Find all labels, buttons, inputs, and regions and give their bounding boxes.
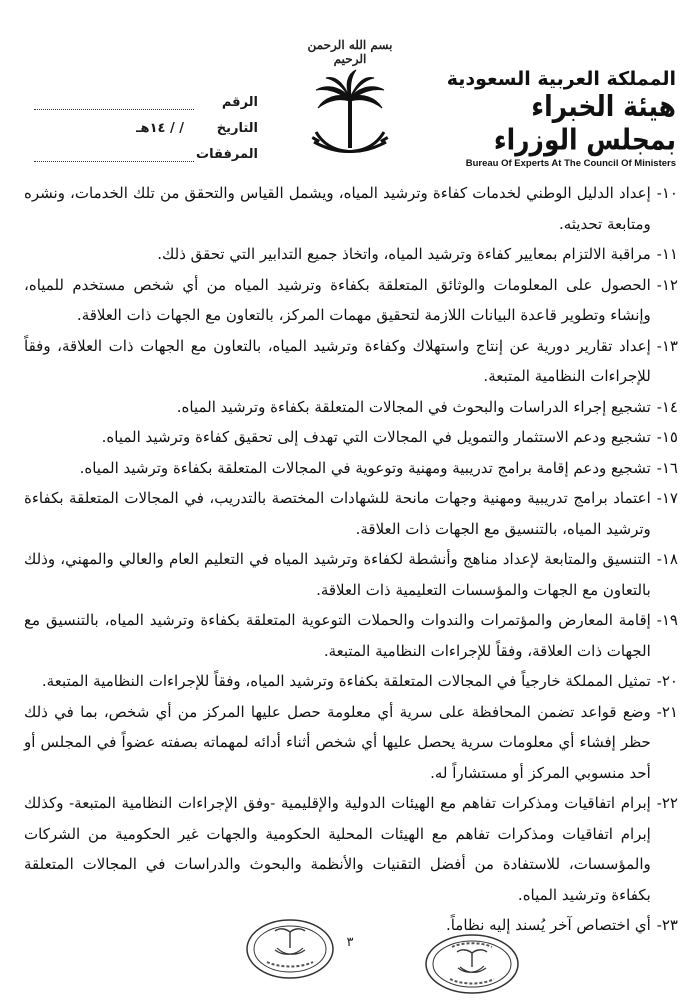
list-item xyxy=(24,697,678,789)
reference-date-label: التاريخ xyxy=(216,121,258,136)
item-text: التنسيق والمتابعة لإعداد مناهج وأنشطة لكفاءة وترشيد المياه في التعليم العام والعالي والمهني، وذلك بالتعاون مع الجهات والمؤسسات التعليمية ذات العلاقة. xyxy=(24,550,651,599)
item-text: تشجيع ودعم إقامة برامج تدريبية ومهنية وتوعوية في المجالات المتعلقة بكفاءة وترشيد المياه. xyxy=(79,458,651,477)
reference-number-row xyxy=(28,84,258,110)
basmala: بسم الله الرحمن الرحيم xyxy=(307,38,393,66)
bureau-name-english: Bureau Of Experts At The Council Of Ministers xyxy=(465,158,676,169)
item-number: ١٨- xyxy=(656,550,678,568)
item-number: ٢٢- xyxy=(656,794,678,812)
list-item xyxy=(24,666,678,697)
item-number: ١١- xyxy=(656,245,678,263)
official-seal-icon xyxy=(424,933,520,995)
item-text: تشجيع إجراء الدراسات والبحوث في المجالات المتعلقة بكفاءة وترشيد المياه. xyxy=(176,397,651,416)
item-text: إعداد الدليل الوطني لخدمات كفاءة وترشيد المياه، ويشمل القياس والتحقق من تلك الخدمات، ونشره ومتابعة تحديثه. xyxy=(24,184,651,233)
item-number: ١٩- xyxy=(656,611,678,629)
reference-date-value: / / ١٤هـ xyxy=(136,121,184,136)
item-number: ١٤- xyxy=(656,397,678,416)
list-item xyxy=(24,605,678,666)
emblem xyxy=(300,38,400,168)
letterhead xyxy=(446,68,676,169)
list-item xyxy=(24,392,678,423)
list-item xyxy=(24,422,678,453)
item-number: ١٧- xyxy=(656,489,678,507)
item-text: وضع قواعد تضمن المحافظة على سرية أي معلومة حصل عليها المركز من أي شخص، بما في ذلك حظر إفشاء أي معلومات سرية يحصل عليها أي شخص أثناء أدائه لمهماته بصفته عضواً في المجلس أو أحد منسوبي المركز أو مستشاراً له. xyxy=(24,702,651,782)
list-item xyxy=(24,270,678,331)
item-number: ٢٣- xyxy=(656,916,678,934)
attachments-line xyxy=(34,147,194,162)
item-text: تشجيع ودعم الاستثمار والتمويل في المجالات التي تهدف إلى تحقيق كفاءة وترشيد المياه. xyxy=(101,428,651,446)
item-text: إقامة المعارض والمؤتمرات والندوات والحملات التوعوية المتعلقة بكفاءة وترشيد المياه، بالتنسيق مع الجهات ذات العلاقة، وفقاً للإجراءات النظامية المتبعة. xyxy=(24,611,651,660)
reference-number-line xyxy=(34,95,194,110)
list-item xyxy=(24,239,678,270)
item-text: تمثيل المملكة خارجياً في المجالات المتعلقة بكفاءة وترشيد المياه، وفقاً للإجراءات النظامية المتبعة. xyxy=(41,672,651,690)
item-text: إبرام اتفاقيات ومذكرات تفاهم مع الهيئات الدولية والإقليمية -وفق الإجراءات النظامية المتبعة- وكذلك إبرام اتفاقيات ومذكرات تفاهم مع الهيئات المحلية الحكومية والجهات غير الحكومية من الشركات والمؤسسات، للاستفادة من أفضل التقنيات والأنظمة والبحوث والدراسات في المجالات المتعلقة بكفاءة وترشيد المياه. xyxy=(24,794,651,904)
attachments-row xyxy=(28,136,258,162)
document-body xyxy=(24,178,678,941)
item-number: ١٥- xyxy=(656,428,678,446)
list-item xyxy=(24,178,678,239)
kingdom-name: المملكة العربية السعودية xyxy=(446,68,676,90)
item-text: اعتماد برامج تدريبية ومهنية وجهات مانحة للشهادات المختصة بالتدريب، في المجالات المتعلقة بكفاءة وترشيد المياه، بالتنسيق مع الجهات ذات العلاقة. xyxy=(24,489,651,538)
list-item xyxy=(24,331,678,392)
official-seal-icon xyxy=(245,918,335,980)
item-text: الحصول على المعلومات والوثائق المتعلقة بكفاءة وترشيد المياه من أي شخص مستخدم للمياه، وإنشاء وتطوير قاعدة البيانات اللازمة لتحقيق مهمات المركز، بالتعاون مع الجهات ذات العلاقة. xyxy=(24,275,651,324)
list-item xyxy=(24,544,678,605)
item-number: ١٢- xyxy=(656,275,678,294)
item-number: ١٦- xyxy=(656,458,678,477)
list-item xyxy=(24,483,678,544)
item-number: ٢٠- xyxy=(656,672,678,690)
attachments-label: المرفقات xyxy=(196,147,258,162)
list-item xyxy=(24,453,678,484)
bureau-name-arabic: هيئة الخبراء بمجلس الوزراء xyxy=(493,89,676,157)
list-item xyxy=(24,788,678,910)
item-text: مراقبة الالتزام بمعايير كفاءة وترشيد المياه، واتخاذ جميع التدابير التي تحقق ذلك. xyxy=(157,245,651,263)
item-number: ١٠- xyxy=(656,184,678,202)
page-number: ٣ xyxy=(346,935,354,950)
palm-swords-emblem-icon xyxy=(310,68,390,168)
reference-date-row xyxy=(28,110,258,136)
item-text: إعداد تقارير دورية عن إنتاج واستهلاك وكفاءة وترشيد المياه، بالتعاون مع الجهات ذات العلاقة، وفقاً للإجراءات النظامية المتبعة. xyxy=(24,336,651,385)
item-number: ١٣- xyxy=(656,336,678,355)
item-text: أي اختصاص آخر يُسند إليه نظاماً. xyxy=(445,916,651,934)
reference-block xyxy=(28,84,258,162)
reference-number-label: الرقم xyxy=(221,95,258,110)
item-number: ٢١- xyxy=(656,702,678,721)
